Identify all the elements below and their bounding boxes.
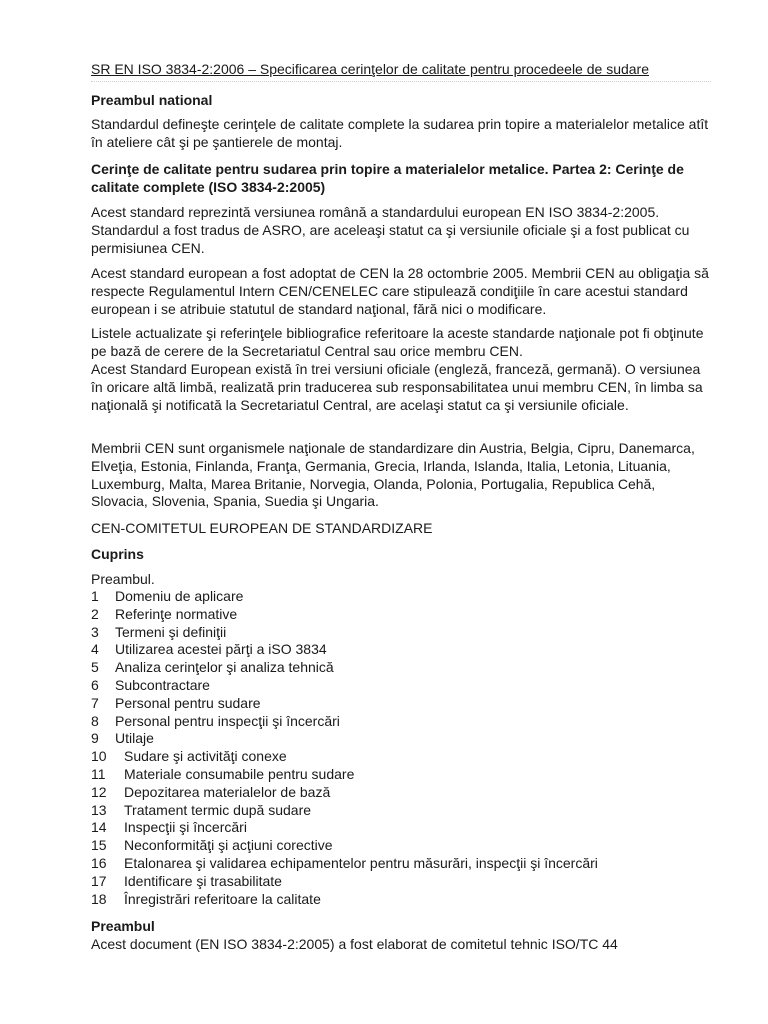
list-item-number: 2 <box>91 605 99 622</box>
list-item-label: Utilizarea acestei părţi a iSO 3834 <box>115 641 327 658</box>
list-item-label: Materiale consumabile pentru sudare <box>124 765 355 782</box>
list-item-label: Înregistrări referitoare la calitate <box>124 890 321 907</box>
list-item-number: 7 <box>91 694 99 711</box>
paragraph-lists-references: Listele actualizate şi referinţele bibliografice referitoare la aceste standarde naţionale pot fi obţinute pe bază de cerere de la Secretariatul Central sau orice membru CEN. <box>91 325 704 359</box>
list-item <box>91 606 598 624</box>
list-item-label: Tratament termic după sudare <box>124 801 312 818</box>
list-item-number: 15 <box>91 837 107 854</box>
preamble-heading: Preambul <box>91 918 155 934</box>
list-item-number: 14 <box>91 819 107 836</box>
list-item <box>91 588 598 606</box>
list-item <box>91 677 598 695</box>
list-item-label: Utilaje <box>115 730 154 747</box>
list-item <box>91 641 598 659</box>
contents-heading: Cuprins <box>91 546 144 562</box>
national-preamble-heading: Preambul national <box>91 92 213 108</box>
list-item-label: Personal pentru inspecţii şi încercări <box>115 712 340 729</box>
list-item <box>91 855 598 873</box>
list-item-label: Neconformităţi şi acţiuni corective <box>124 837 333 854</box>
part-heading: Cerinţe de calitate pentru sudarea prin topire a materialelor metalice. Partea 2: Cerinţe de calitate complete (ISO 3834-2:2005) <box>91 161 684 195</box>
list-item <box>91 766 598 784</box>
list-item <box>91 695 598 713</box>
list-item-number: 11 <box>91 765 106 782</box>
list-item-number: 9 <box>91 730 99 747</box>
contents-intro: Preambul. <box>91 571 155 587</box>
list-item-label: Sudare şi activităţi conexe <box>124 748 287 765</box>
paragraph-official-versions: Acest Standard European există în trei versiuni oficiale (engleză, franceză, germană). O versiunea în oricare altă limbă, realizată prin traducerea sub responsabilitatea unui membru CEN, în limba sa naţională şi notificată la Secretariatul Central, are acelaşi statut ca şi versiunile oficiale. <box>91 361 703 413</box>
list-item <box>91 659 598 677</box>
list-item-number: 10 <box>91 748 107 765</box>
list-item <box>91 784 598 802</box>
list-item <box>91 837 598 855</box>
list-item <box>91 802 598 820</box>
list-item-label: Subcontractare <box>115 676 210 693</box>
paragraph-cen-members: Membrii CEN sunt organismele naţionale de standardizare din Austria, Belgia, Cipru, Danemarca, Elveţia, Estonia, Finlanda, Franţa, Germania, Grecia, Irlanda, Islanda, Italia, Letonia, Lituania, Luxemburg, Malta, Marea Britanie, Norvegia, Olanda, Polonia, Portugalia, Republica Cehă, Slovacia, Slovenia, Spania, Suedia şi Ungaria. <box>91 440 695 510</box>
title-divider <box>91 81 711 82</box>
list-item <box>91 891 598 909</box>
preamble-text: Acest document (EN ISO 3834-2:2005) a fost elaborat de comitetul tehnic ISO/TC 44 <box>91 936 618 952</box>
list-item-number: 16 <box>91 854 107 871</box>
list-item-label: Inspecţii şi încercări <box>124 819 247 836</box>
document-title: SR EN ISO 3834-2:2006 – Specificarea cerinţelor de calitate pentru procedeele de sudare <box>91 61 650 77</box>
list-item-label: Referinţe normative <box>115 605 238 622</box>
list-item-number: 6 <box>91 676 99 693</box>
list-item-label: Identificare şi trasabilitate <box>124 872 282 889</box>
list-item-number: 5 <box>91 659 99 676</box>
list-item-number: 3 <box>91 623 99 640</box>
list-item-label: Termeni şi definiţii <box>115 623 227 640</box>
list-item-number: 13 <box>91 801 107 818</box>
list-item <box>91 819 598 837</box>
table-of-contents <box>91 588 598 908</box>
list-item <box>91 624 598 642</box>
list-item-label: Depozitarea materialelor de bază <box>124 783 331 800</box>
list-item <box>91 730 598 748</box>
list-item-number: 4 <box>91 641 99 658</box>
list-item-label: Domeniu de aplicare <box>115 588 244 604</box>
paragraph-cen-adoption: Acest standard european a fost adoptat de CEN la 28 octombrie 2005. Membrii CEN au obligaţia să respecte Regulamentul Intern CEN/CENELEC care stipulează condiţiile în care acestui standard european i se atribuie statutul de standard naţional, fără nici o modificare. <box>91 265 709 317</box>
list-item-label: Etalonarea şi validarea echipamentelor pentru măsurări, inspecţii şi încercări <box>124 854 598 871</box>
list-item-number: 12 <box>91 783 107 800</box>
list-item-label: Analiza cerinţelor şi analiza tehnică <box>115 659 334 676</box>
list-item <box>91 873 598 891</box>
paragraph-romanian-version: Acest standard reprezintă versiunea română a standardului european EN ISO 3834-2:2005. Standardul a fost tradus de ASRO, are aceleaşi statut ca şi versiunile oficiale şi a fost publicat cu permisiunea CEN. <box>91 204 690 256</box>
list-item-number: 17 <box>91 872 107 889</box>
list-item-number: 8 <box>91 712 99 729</box>
list-item <box>91 713 598 731</box>
list-item-number: 1 <box>91 588 99 604</box>
list-item <box>91 748 598 766</box>
list-item-label: Personal pentru sudare <box>115 694 261 711</box>
list-item-number: 18 <box>91 890 107 907</box>
cen-committee-line: CEN-COMITETUL EUROPEAN DE STANDARDIZARE <box>91 520 433 536</box>
paragraph-definition: Standardul defineşte cerinţele de calitate complete la sudarea prin topire a materialelor metalice atît în ateliere cât şi pe şantierele de montaj. <box>91 116 709 150</box>
